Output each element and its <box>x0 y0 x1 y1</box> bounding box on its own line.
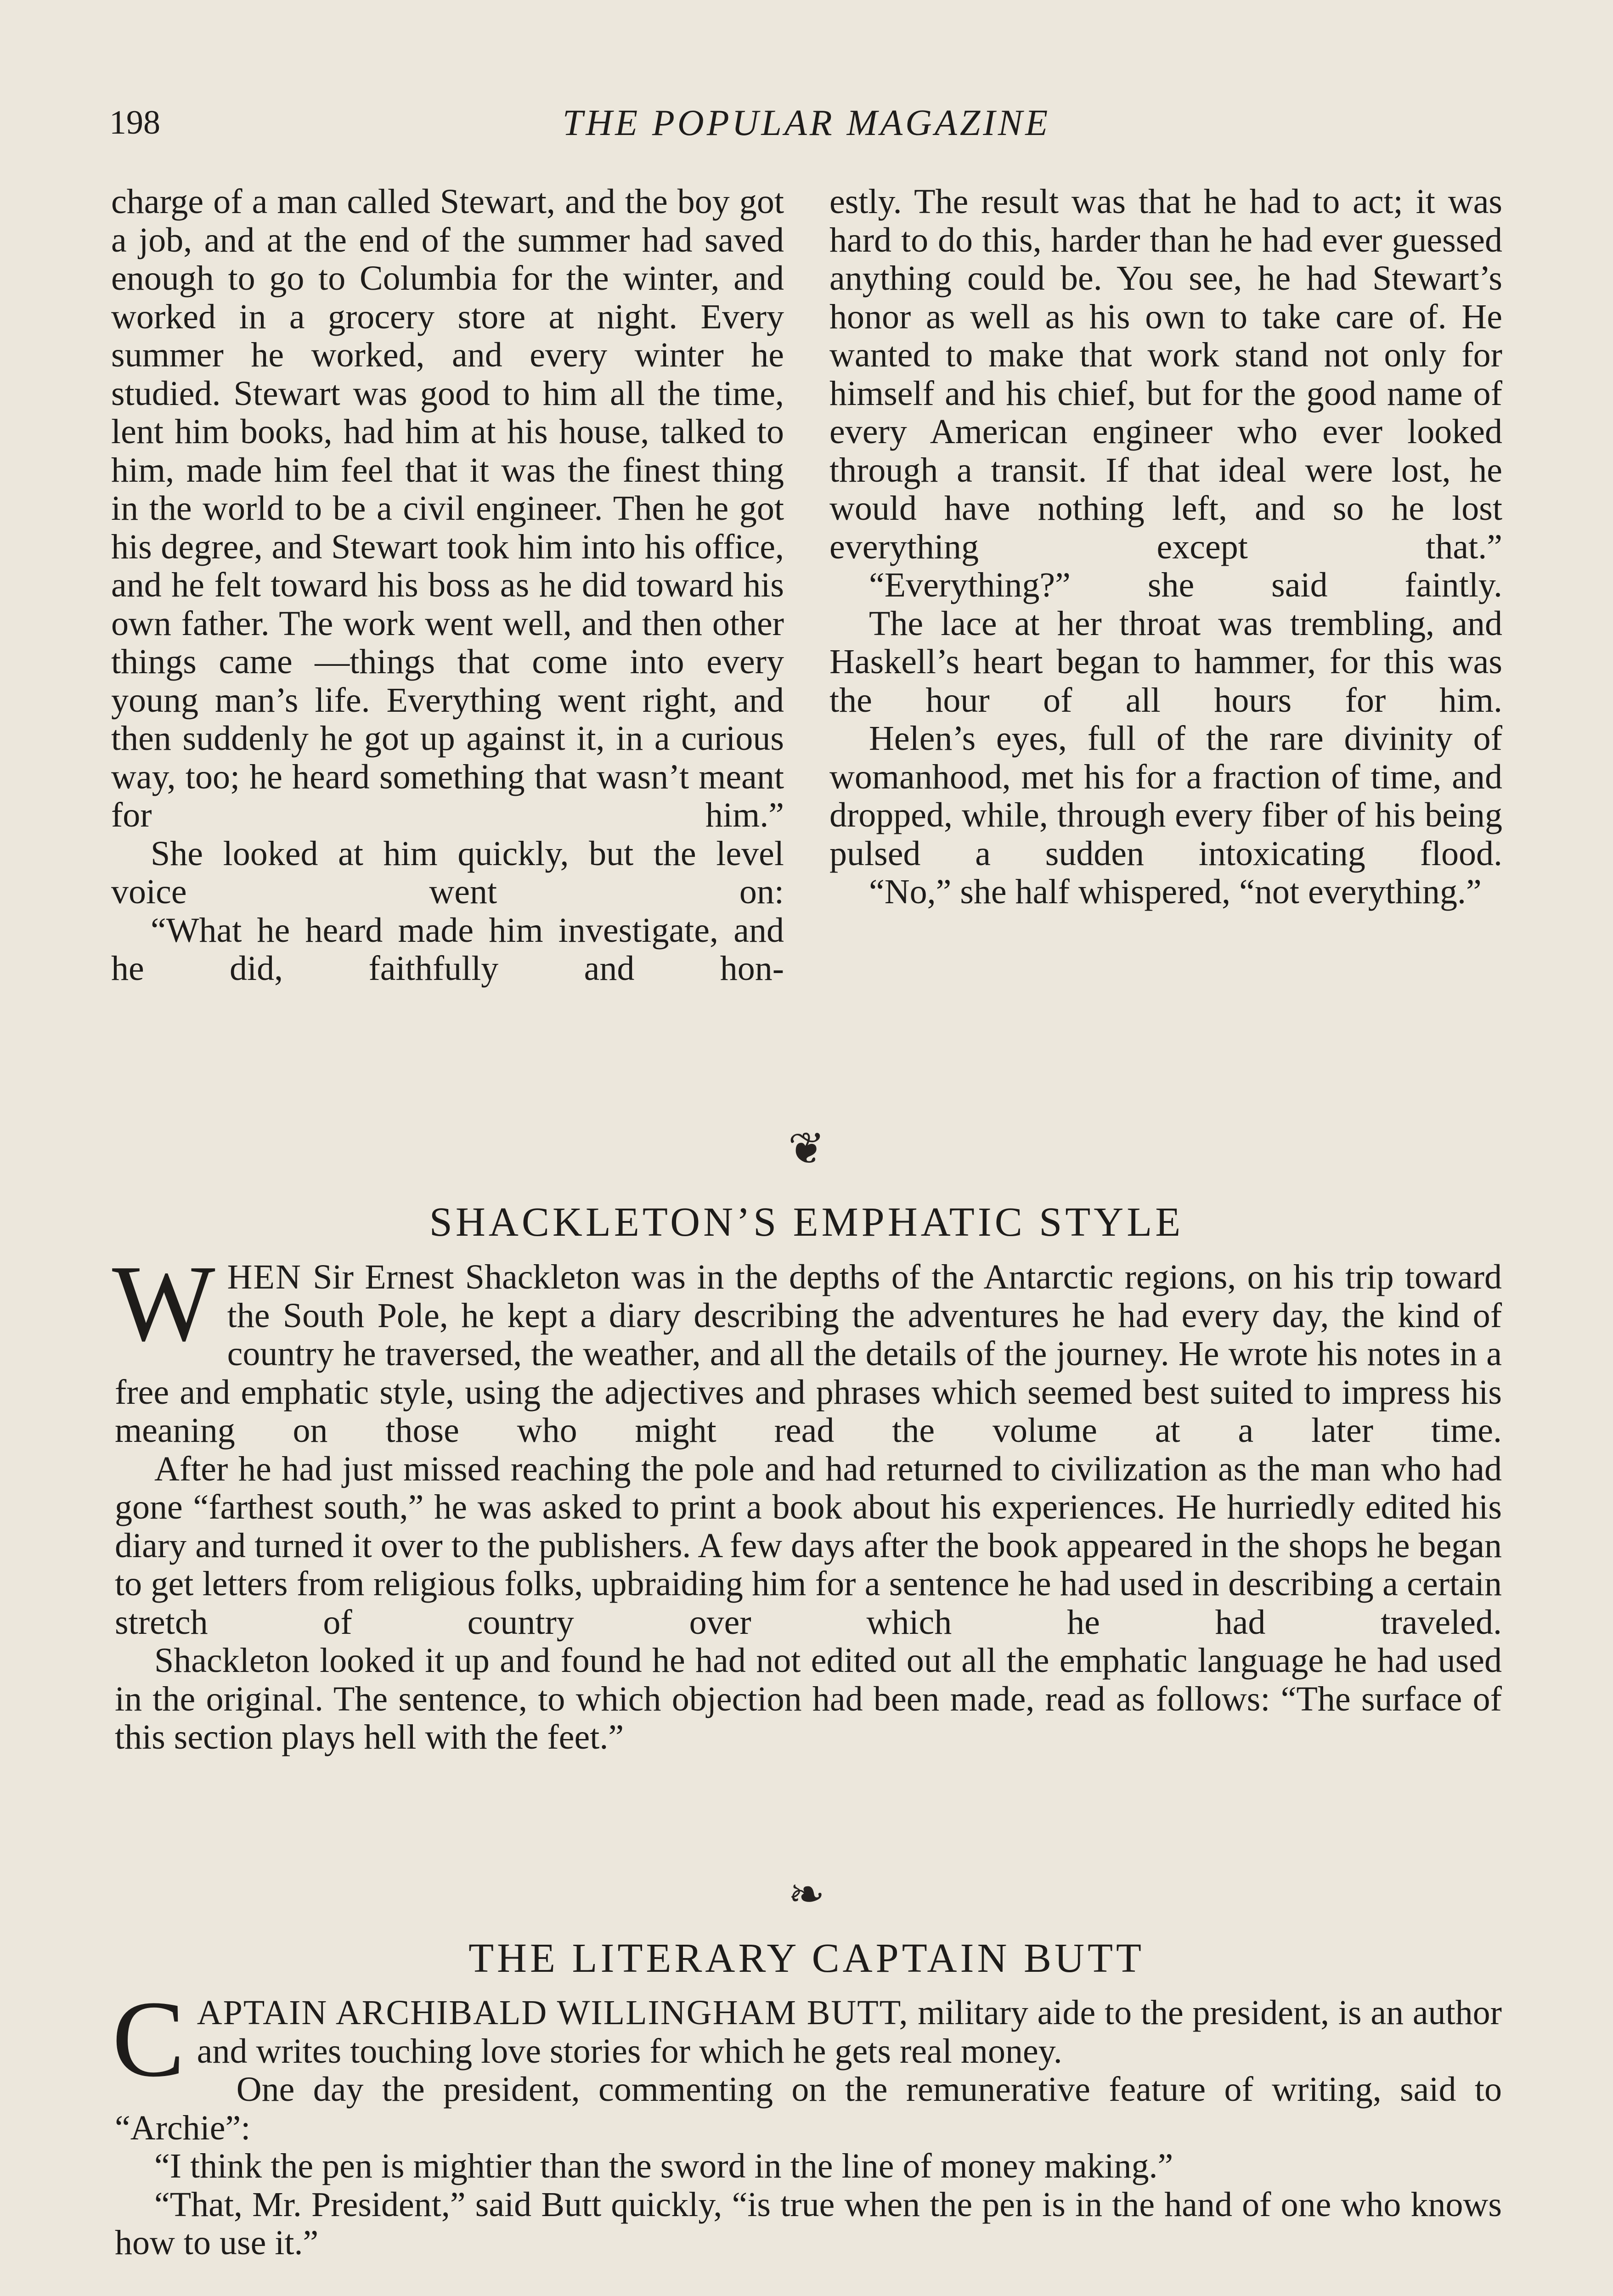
article-butt <box>112 1979 1502 2262</box>
page-number: 198 <box>109 104 160 141</box>
article-paragraph <box>112 1243 1502 1450</box>
article-paragraph: After he had just missed reaching the pole and had returned to civilization as the man who had gone “farthest south,” he was asked to print a book about his experiences. He hurriedly edited his diary and turned it over to the publishers. A few days after the book appeared in the shops he began to get letters from religious folks, upbraiding him for a sentence he had used in describing a certain stretch of country over which he had traveled. <box>115 1449 1502 1642</box>
article-title-butt: THE LITERARY CAPTAIN BUTT <box>468 1936 1145 1981</box>
article-paragraph: “That, Mr. President,” said Butt quickly, “is true when the pen is in the hand of one who knows how to use it.” <box>115 2185 1502 2262</box>
lead-in: APTAIN ARCHIBALD WILLINGHAM BUTT, <box>197 1993 909 2032</box>
story-paragraph: charge of a man called Stewart, and the boy got a job, and at the end of the summer had saved enough to go to Columbia for the winter, and worked in a grocery store at night. Every summer he worked, and every winter he studied. Stewart was good to him all the time, lent him books, had him at his house, talked to him, made him feel that it was the finest thing in the world to be a civil engineer. Then he got his degree, and Stewart took him into his office, and he felt toward his boss as he did toward his own father. The work went well, and then other things came —things that come into every young man’s life. Everything went right, and then suddenly he got up against it, in a curious way, too; he heard something that wasn’t meant for him.” <box>111 182 784 834</box>
story-paragraph: estly. The result was that he had to act; it was hard to do this, harder than he had ever guessed anything could be. You see, he had Stewart’s honor as well as his own to take care of. He wanted to make that work stand not only for himself and his chief, but for the good name of every American engineer who ever looked through a transit. If that ideal were lost, he would have nothing left, and so he lost everything except that.” <box>829 182 1502 566</box>
article-paragraph: Shackleton looked it up and found he had not edited out all the emphatic language he had used in the original. The sentence, to which objection had been made, read as follows: “The surface of this section plays hell with the feet.” <box>115 1641 1502 1756</box>
story-paragraph: The lace at her throat was trembling, and Haskell’s heart began to hammer, for this was the hour of all hours for him. <box>829 604 1502 720</box>
lead-in: HEN <box>227 1258 302 1296</box>
story-paragraph: She looked at him quickly, but the level voice went on: <box>111 834 784 911</box>
article-shackleton <box>112 1243 1502 1757</box>
article-title-shackleton: SHACKLETON’S EMPHATIC STYLE <box>429 1199 1184 1245</box>
left-column <box>111 183 784 988</box>
drop-cap: W <box>112 1243 215 1364</box>
paragraph-text: military aide to the president, is an author and writes touching love stories for which he gets real money. <box>197 1993 1502 2071</box>
article-paragraph: One day the president, commenting on the remunerative feature of writing, said to “Archie”: <box>115 2070 1502 2147</box>
paragraph-text: Sir Ernest Shackleton was in the depths of the Antarctic regions, on his trip toward the South Pole, he kept a diary describing the adventures he had every day, the kind of country he traversed, the weather, and all the details of the journey. He wrote his notes in a free and emphatic style, using the adjectives and phrases which seemed best suited to impress his meaning on those who might read the volume at a later time. <box>115 1258 1502 1450</box>
story-paragraph: “Everything?” she said faintly. <box>869 566 1502 604</box>
right-column <box>829 183 1502 912</box>
section-ornament: ❧ <box>788 1870 825 1919</box>
running-head: THE POPULAR MAGAZINE <box>562 103 1051 143</box>
story-paragraph: “What he heard made him investigate, and he did, faithfully and hon- <box>111 911 784 988</box>
story-paragraph: Helen’s eyes, full of the rare divinity of womanhood, met his for a fraction of time, and dropped, while, through every fiber of his being pulsed a sudden intoxicating flood. <box>829 719 1502 873</box>
article-paragraph <box>112 1979 1502 2099</box>
story-paragraph: “No,” she half whispered, “not everything.” <box>869 872 1482 911</box>
drop-cap: C <box>112 1979 185 2099</box>
article-paragraph: “I think the pen is mightier than the sword in the line of money making.” <box>154 2147 1173 2185</box>
section-ornament: ❦ <box>788 1124 825 1173</box>
